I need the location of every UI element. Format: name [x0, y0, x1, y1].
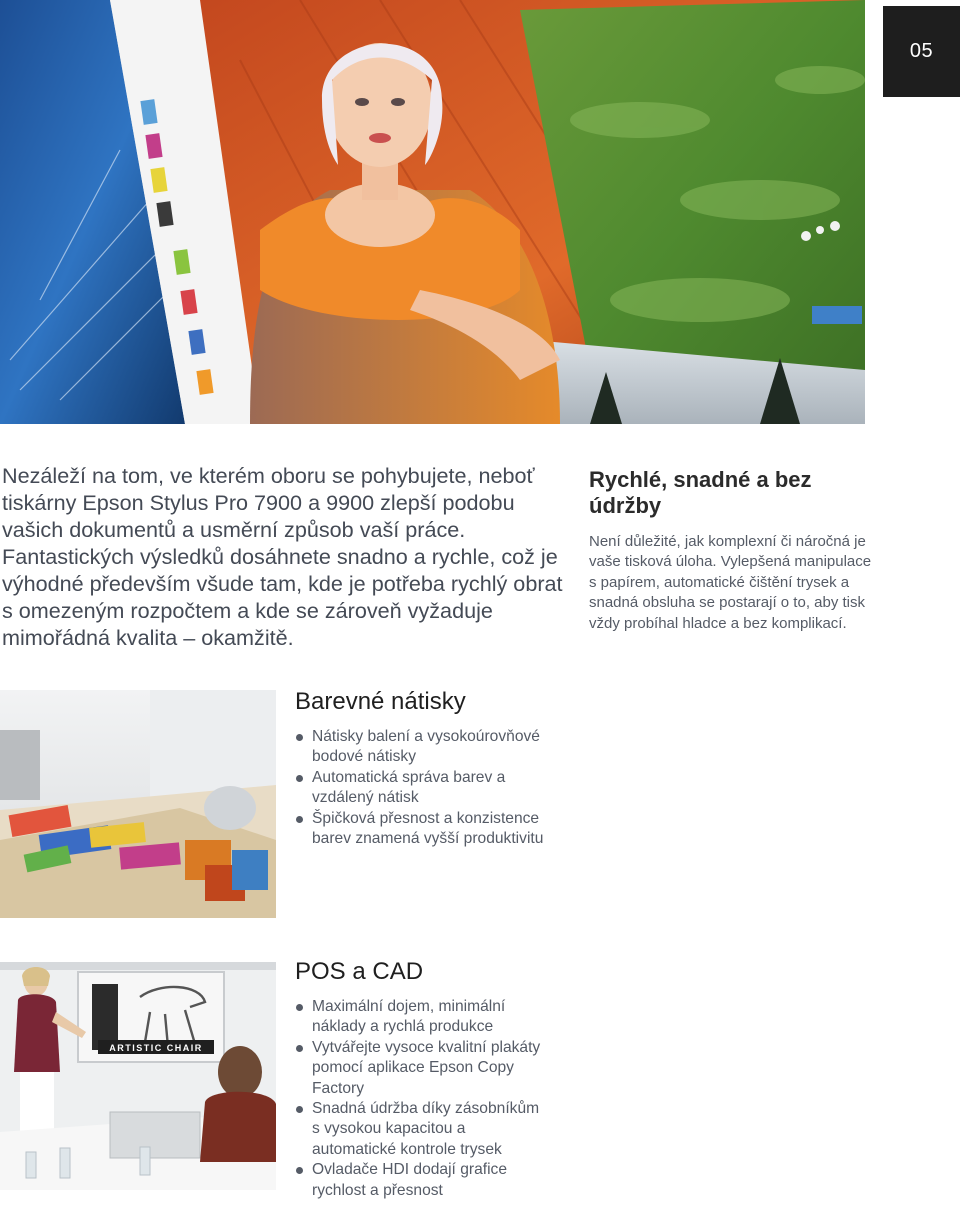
pos-cad-image — [0, 962, 276, 1190]
list-item: Špičková přesnost a konzistence barev znamená vyšší produktivitu — [296, 809, 546, 850]
feature-list-color-proofs — [296, 727, 546, 849]
feature-heading-pos-cad: POS a CAD — [295, 958, 424, 985]
color-proofs-photo — [0, 690, 276, 918]
list-item: Vytvářejte vysoce kvalitní plakáty pomocí aplikace Epson Copy Factory — [296, 1038, 546, 1099]
list-item: Nátisky balení a vysokoúrovňové bodové nátisky — [296, 727, 546, 768]
feature-list-pos-cad — [296, 997, 546, 1201]
pos-cad-photo — [0, 962, 276, 1190]
page-number-badge: 05 — [883, 6, 960, 97]
hero-collage — [0, 0, 865, 424]
list-item: Ovladače HDI dodají grafice rychlost a přesnost — [296, 1160, 546, 1201]
list-item: Automatická správa barev a vzdálený nátisk — [296, 768, 546, 809]
side-heading: Rychlé, snadné a bez údržby — [589, 467, 812, 518]
feature-heading-color-proofs: Barevné nátisky — [295, 688, 466, 715]
list-item: Maximální dojem, minimální náklady a rychlá produkce — [296, 997, 546, 1038]
intro-paragraph: Nezáleží na tom, ve kterém oboru se pohybujete, neboť tiskárny Epson Stylus Pro 7900 a 9900 zlepší podobu vašich dokumentů a usměrní způsob vaší práce. Fantastických výsledků dosáhnete snadno a rychle, což je výhodné především všude tam, kde je potřeba rychlý obrat s omezeným rozpočtem a kde se zároveň vyžaduje mimořádná kvalita – okamžitě. — [2, 463, 563, 650]
list-item: Snadná údržba díky zásobníkům s vysokou kapacitou a automatické kontrole trysek — [296, 1099, 546, 1160]
poster-text: ARTISTIC CHAIR — [109, 1043, 203, 1053]
color-proofs-image — [0, 690, 276, 918]
hero-collage-image — [0, 0, 865, 424]
side-paragraph: Není důležité, jak komplexní či náročná je vaše tisková úloha. Vylepšená manipulace s papírem, automatické čištění trysek a snadná obsluha se postarají o to, aby tisk vždy probíhal hladce a bez komplikací. — [589, 533, 872, 632]
